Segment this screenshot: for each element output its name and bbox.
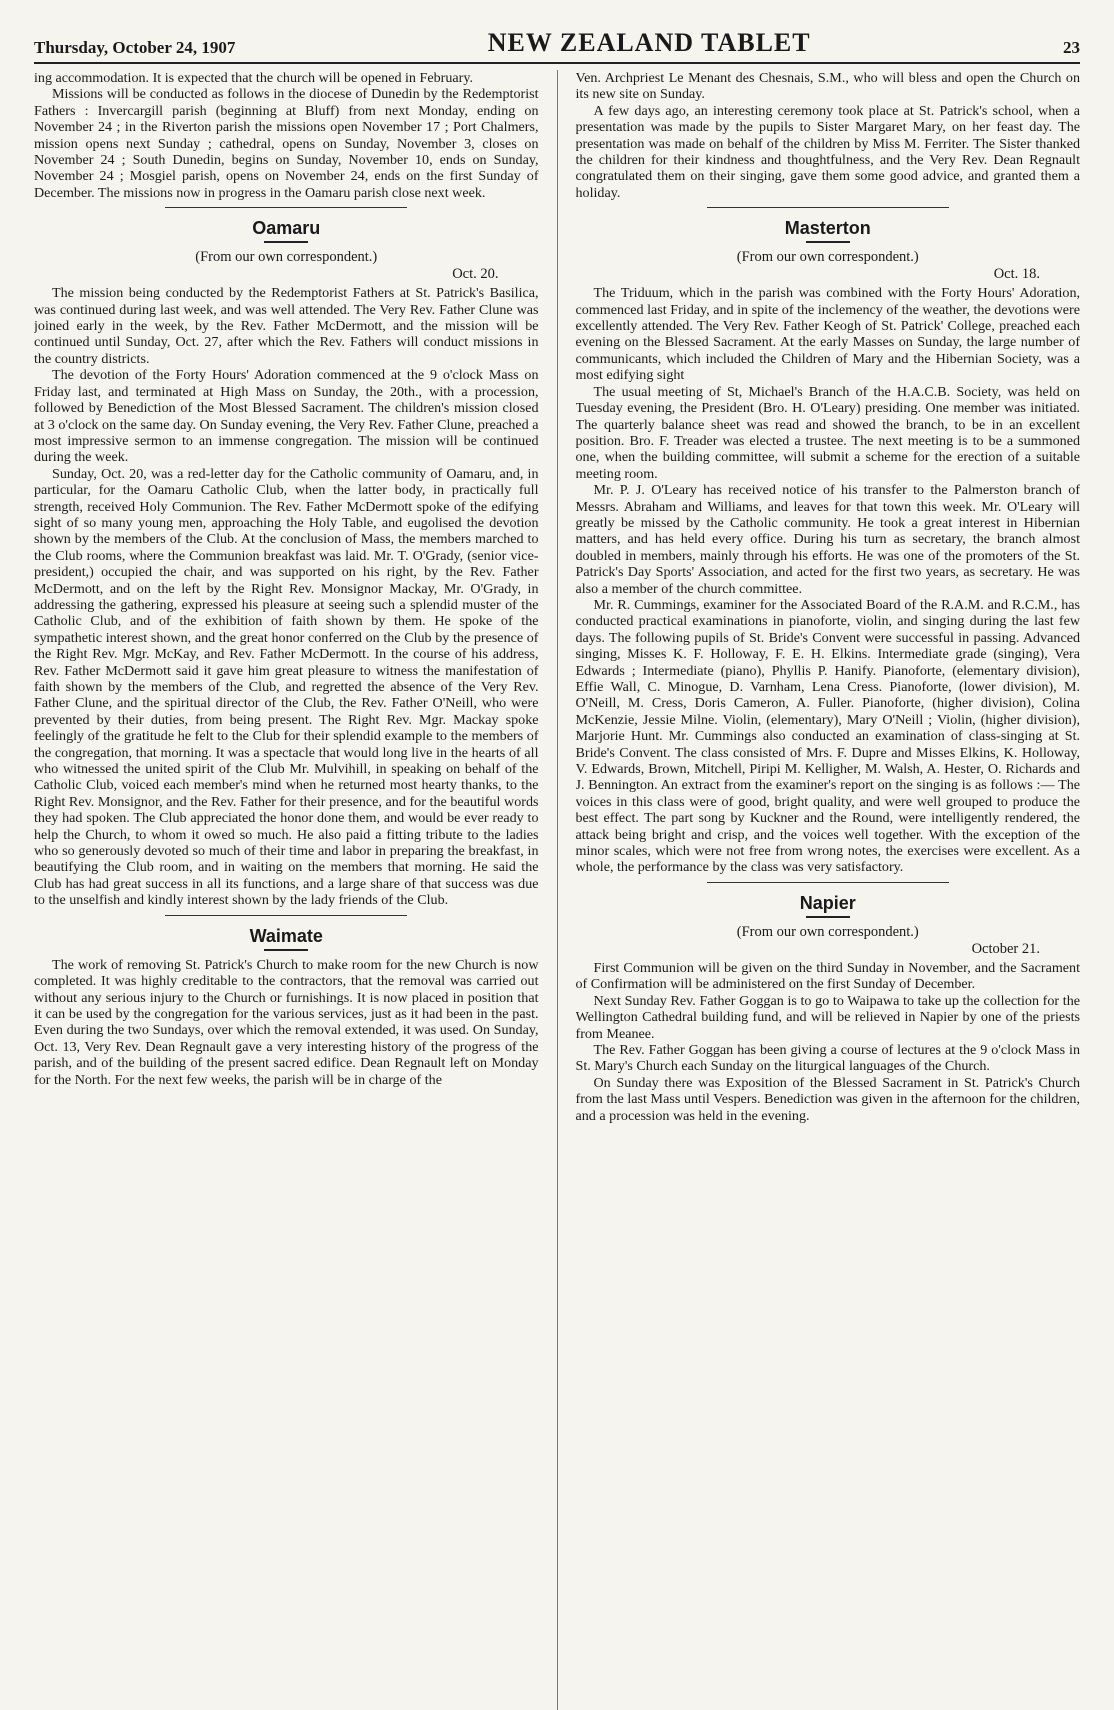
heading-rule [264,949,308,951]
intro-paragraph: ing accommodation. It is expected that the church will be opened in February. [34,70,473,86]
article-paragraph: The devotion of the Forty Hours' Adoration commenced at the 9 o'clock Mass on Friday last, and terminated at High Mass on Sunday, the 20th., with a procession, followed by Benediction of the Most Blessed Sacrament. The children's mission closed at 3 o'clock on the same day. On Sunday evening, the Very Rev. Father Clune, preached a most impressive sermon to an immense congregation. The mission will be continued during the week. [34,367,539,466]
intro-paragraph: Missions will be conducted as follows in the diocese of Dunedin by the Redemptorist Fathers : Invercargill parish (beginning at Bluff) from next Monday, ending on November 24 ; in the Riverton parish the missions open November 17 ; Port Chalmers, mission opens next Sunday ; cathedral, opens on Sunday, November 3, closes on November 24 ; South Dunedin, begins on Sunday, November 10, ends on Sunday, November 24 ; Mosgiel parish, opens on November 24, ends on the first Sunday of December. The missions now in progress in the Oamaru parish close next week. [34,86,539,201]
intro-paragraph: Ven. Archpriest Le Menant des Chesnais, S.M., who will bless and open the Church on its new site on Sunday. [575,70,1080,103]
section-divider [707,207,949,208]
dateline: Oct. 18. [993,266,1041,283]
section-divider [165,915,407,916]
article-paragraph: On Sunday there was Exposition of the Blessed Sacrament in St. Patrick's Church from the last Mass until Vespers. Benediction was given in the afternoon for the children, and a procession was held in the evening. [575,1074,1080,1124]
page-number: 23 [1063,38,1080,57]
heading-rule [806,916,850,918]
publication-title: NEW ZEALAND TABLET [487,28,811,57]
section-heading-waimate: Waimate [249,925,323,946]
article-paragraph: Next Sunday Rev. Father Goggan is to go to Waipawa to take up the collection for the Wellington Cathedral building fund, and will be relieved in Napier by one of the priests from Meanee. [575,992,1080,1042]
article-paragraph: The mission being conducted by the Redemptorist Fathers at St. Patrick's Basilica, was continued during last week, and was well attended. The Very Rev. Father Clune was joined early in the week, by the Rev. Father McDermott, and the mission will be continued until Sunday, Oct. 27, after which the Rev. Fathers will conduct missions in the country districts. [34,285,539,367]
correspondent-line: (From our own correspondent.) [736,923,919,940]
article-paragraph: The usual meeting of St, Michael's Branch of the H.A.C.B. Society, was held on Tuesday evening, the President (Bro. H. O'Leary) presiding. One member was initiated. The quarterly balance sheet was read and showed the branch, to be in an excellent position. Bro. F. Treader was elected a trustee. The next meeting is to be a summoned one, when the building committee, will submit a scheme for the erection of a suitable meeting room. [575,383,1080,482]
correspondent-line: (From our own correspondent.) [736,249,919,266]
section-heading-napier: Napier [799,892,856,913]
heading-rule [264,241,308,243]
article-paragraph: Mr. P. J. O'Leary has received notice of his transfer to the Palmerston branch of Messrs. Abraham and Williams, and leaves for that town this week. Mr. O'Leary will greatly be missed by the Catholic community. He took a great interest in Hibernian matters, and has held every office. During his turn as secretary, the branch almost doubled in members, mainly through his efforts. He was one of the promoters of the St. Patrick's Day Sports' Association, and acted for the first two years, as secretary. He was also a member of the church committee. [575,482,1080,597]
section-heading-oamaru: Oamaru [252,218,321,239]
heading-rule [806,241,850,243]
issue-date: Thursday, October 24, 1907 [34,38,236,57]
correspondent-line: (From our own correspondent.) [195,249,378,266]
section-divider [165,207,407,208]
right-column [576,70,1081,1710]
dateline: Oct. 20. [452,266,499,283]
columns [34,70,1080,1710]
left-column [34,70,539,1710]
column-rule [557,70,558,1710]
dateline: October 21. [971,940,1041,957]
article-paragraph: The Rev. Father Goggan has been giving a course of lectures at the 9 o'clock Mass in St. Mary's Church each Sunday on the liturgical languages of the Church. [575,1041,1080,1075]
section-heading-masterton: Masterton [784,218,871,239]
section-divider [707,882,949,883]
article-paragraph: The work of removing St. Patrick's Church to make room for the new Church is now completed. It was highly creditable to the contractors, that the removal was carried out without any serious injury to the Church or furnishings. It is now placed in position that it can be used by the congregation for the various services, just as it had been in the past. Even during the two Sundays, over which the removal extended, it was used. On Sunday, Oct. 13, Very Rev. Dean Regnault gave a very interesting history of the progress of the parish, and of the building of the present sacred edifice. Dean Regnault left on Monday for the North. For the next few weeks, the parish will be in charge of the [34,956,539,1088]
article-paragraph: Mr. R. Cummings, examiner for the Associated Board of the R.A.M. and R.C.M., has conducted practical examinations in pianoforte, violin, and singing during the last few days. The following pupils of St. Bride's Convent were successful in passing. Advanced singing, Misses K. F. Holloway, F. E. H. Elkins. Intermediate grade (singing), Vera Edwards ; Intermediate (piano), Phyllis P. Hanify. Pianoforte, (elementary division), Effie Wall, C. Minogue, D. Varnham, Lena Cress. Pianoforte, (lower division), M. O'Neill, M. Cress, Doris Cameron, A. Fuller. Pianoforte, (higher division), Colina McKenzie, Jessie Milne. Violin, (elementary), Mary O'Neill ; Violin, (higher division), Marjorie Hunt. Mr. Cummings also conducted an examination of class-singing at St. Bride's Convent. The class consisted of Mrs. F. Dupre and Misses Elkins, K. Holloway, V. Edwards, Brown, Mitchell, Piripi M. Kelligher, M. Walsh, A. Hester, O. Richards and J. Bennington. An extract from the examiner's report on the singing is as follows :— The voices in this class were of good, bright quality, and were well grouped to produce the best effect. The part song by Kuckner and the Round, were intelligently rendered, the attack being bright and crisp, and the voices well together. With the exception of the minor scales, which were not free from wrong notes, the exercises were excellent. As a whole, the performance by the class was very satisfactory. [575,596,1080,876]
article-paragraph: First Communion will be given on the third Sunday in November, and the Sacrament of Confirmation will be administered on the first Sunday of December. [575,959,1080,993]
article-paragraph: The Triduum, which in the parish was combined with the Forty Hours' Adoration, commenced last Friday, and in spite of the inclemency of the weather, the devotions were excellently attended. The Very Rev. Father Keogh of St. Patrick' College, preached each evening on the Blessed Sacrament. At the early Masses on Sunday, the large number of communicants, which included the Children of Mary and the Hibernian Society, was a most edifying sight [575,285,1080,384]
intro-paragraph: A few days ago, an interesting ceremony took place at St. Patrick's school, when a presentation was made by the pupils to Sister Margaret Mary, on her feast day. The presentation was made on behalf of the children by Miss M. Ferriter. The Sister thanked the children for their kindness and thoughtfulness, and the Very Rev. Dean Regnault congratulated them on their singing, gave them some good advice, and granted them a holiday. [575,102,1080,201]
masthead [34,28,1080,64]
article-paragraph: Sunday, Oct. 20, was a red-letter day for the Catholic community of Oamaru, and, in particular, for the Oamaru Catholic Club, when the latter body, in practically full strength, received Holy Communion. The Rev. Father McDermott spoke of the edifying sight of so many young men, approaching the Holy Table, and eugolised the devotion shown by the members of the Club. At the conclusion of Mass, the members marched to the Club rooms, where the Communion breakfast was laid. Mr. T. O'Grady, (senior vice-president,) occupied the chair, and was supported on his right, by the Rev. Father McDermott, and on the left by the Right Rev. Monsignor Mackay, Mr. O'Grady, in addressing the gathering, expressed his pleasure at seeing such a splendid muster of the Catholic Club, and of the exhibition of faith shown by them. He spoke of the sympathetic interest shown, and the great honor conferred on the Club by the presence of the Right Rev. Mgr. McKay, and Rev. Father McDermott. In the course of his address, Rev. Father McDermott said it gave him great pleasure to witness the manifestation of faith shown by the members of the Club, and regretted the absence of the Very Rev. Father Clune, and the spiritual director of the Club, the Rev. Father O'Neill, who were prevented by their duties, from being present. The Right Rev. Mgr. Mackay spoke feelingly of the gratitude he felt to the Club for their splendid example to the members of the congregation, that morning. It was a spectacle that would long live in the hearts of all who witnessed the united spirit of the Club Mr. Mulvihill, in speaking on behalf of the Catholic Club, voiced each member's mind when he returned most hearty thanks, to the Right Rev. Monsignor, and the Rev. Father for their presence, and for the beautiful words they had spoken. The Club appreciated the honor done them, and would be ever ready to help the Church, to whom it owed so much. He also paid a fitting tribute to the ladies who so generously devoted so much of their time and labor in preparing the breakfast, in beautifying the Club room, and in waiting on the members that morning. He said the Club has had great success in all its functions, and a large share of that success was due to the unselfish and kindly interest shown by the lady friends of the Club. [34,465,539,909]
